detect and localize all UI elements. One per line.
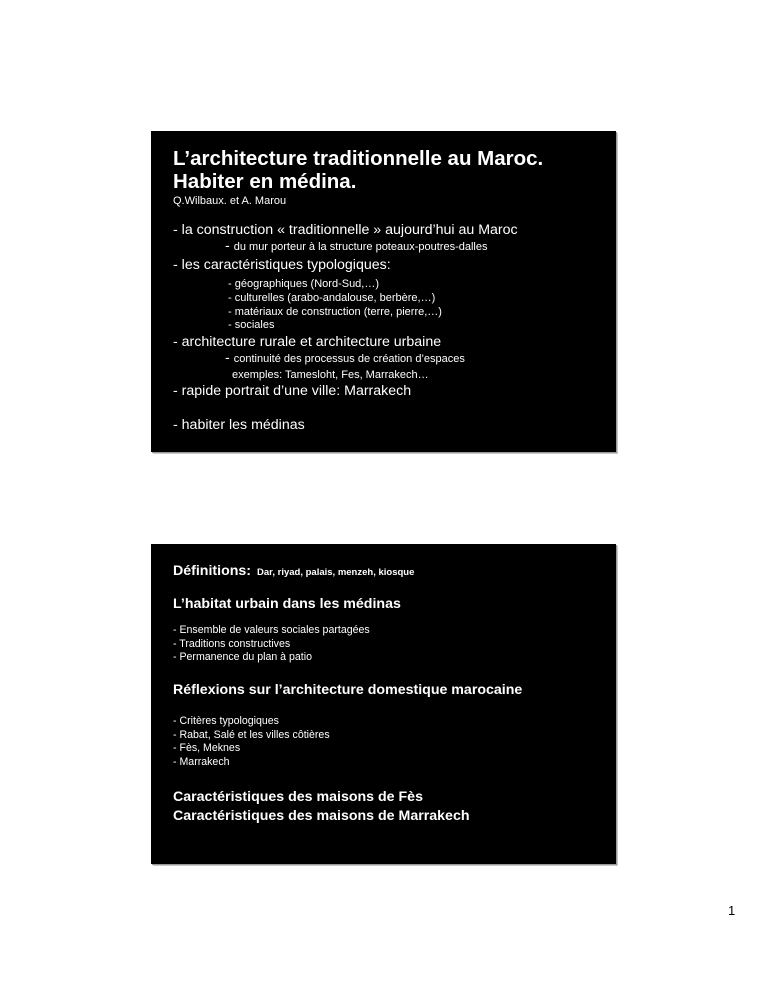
reflexions-list xyxy=(173,715,330,769)
bullet-construction-sub-text: du mur porteur à la structure poteaux-poutres-dalles xyxy=(233,241,488,253)
list-item: - Rabat, Salé et les villes côtières xyxy=(173,728,330,741)
definitions xyxy=(173,562,414,580)
definitions-terms: Dar, riyad, palais, menzeh, kiosque xyxy=(257,567,415,578)
dash-marker: - xyxy=(225,238,230,254)
list-item: - Permanence du plan à patio xyxy=(173,651,312,663)
slide-1 xyxy=(151,131,616,452)
section-habitat-urbain: L’habitat urbain dans les médinas xyxy=(173,596,401,612)
list-item: - Ensemble de valeurs sociales partagées xyxy=(173,624,370,636)
dash-marker: - xyxy=(225,350,230,366)
section-caracteristiques xyxy=(173,788,470,825)
bullet-habiter: - habiter les médinas xyxy=(173,417,305,433)
section-reflexions: Réflexions sur l’architecture domestique marocaine xyxy=(173,682,523,698)
caracteristiques-marrakech: Caractéristiques des maisons de Marrakech xyxy=(173,807,470,824)
bullet-typologie: - les caractéristiques typologiques: xyxy=(173,257,391,273)
page-number: 1 xyxy=(728,903,736,918)
list-item: - Traditions constructives xyxy=(173,637,291,650)
title-line-2: Habiter en médina. xyxy=(173,170,357,193)
bullet-marrakech: - rapide portrait d’une ville: Marrakech xyxy=(173,383,412,399)
bullet-rurale-sub1 xyxy=(225,350,465,366)
slide-2 xyxy=(151,544,616,864)
typologie-list xyxy=(228,278,442,333)
list-item: - Marrakech xyxy=(173,755,230,768)
list-item: - Fès, Meknes xyxy=(173,742,241,754)
list-item: - Critères typologiques xyxy=(173,715,279,727)
bullet-construction-sub xyxy=(225,238,487,254)
list-item: - sociales xyxy=(228,319,275,332)
definitions-label: Définitions: xyxy=(173,563,252,579)
caracteristiques-fes: Caractéristiques des maisons de Fès xyxy=(173,789,423,805)
list-item: - culturelles (arabo-andalouse, berbère,…) xyxy=(228,291,436,304)
bullet-rurale-sub1-text: continuité des processus de création d’espaces xyxy=(233,353,465,365)
list-item: - géographiques (Nord-Sud,…) xyxy=(228,278,380,290)
list-item: - matériaux de construction (terre, pierre,…) xyxy=(228,305,442,318)
habitat-list xyxy=(173,624,370,665)
slide-1-title xyxy=(173,147,543,193)
bullet-construction: - la construction « traditionnelle » aujourd’hui au Maroc xyxy=(173,222,518,238)
bullet-rurale-sub2: exemples: Tamesloht, Fes, Marrakech… xyxy=(232,369,429,381)
authors: Q.Wilbaux. et A. Marou xyxy=(173,195,287,207)
title-line-1: L’architecture traditionnelle au Maroc. xyxy=(173,147,544,170)
bullet-rurale-urbaine: - architecture rurale et architecture urbaine xyxy=(173,334,442,350)
